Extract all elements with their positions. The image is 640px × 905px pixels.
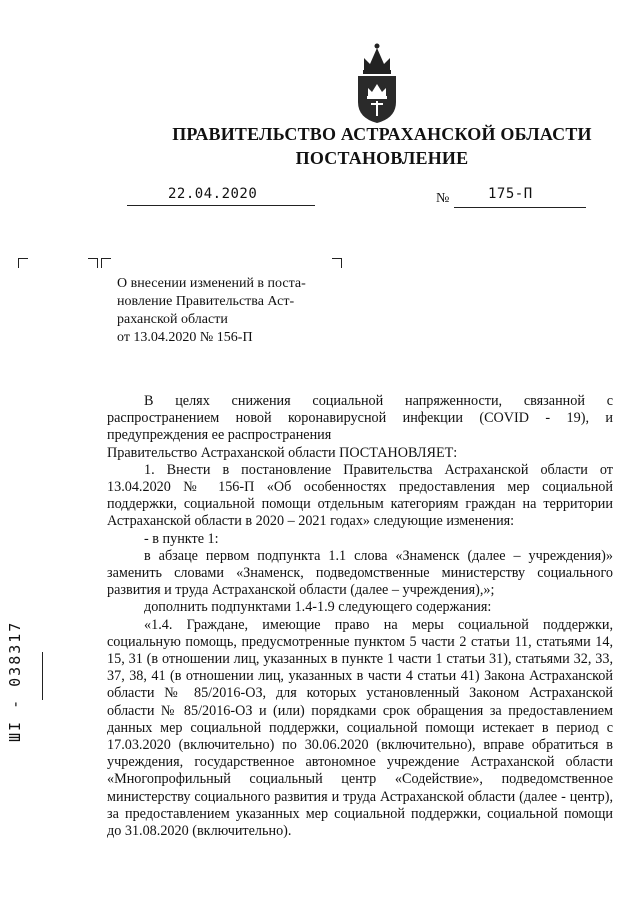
corner-mark-subject-right (332, 258, 342, 268)
subject-line (117, 311, 323, 329)
subject-line: от 13.04.2020 № 156-П (117, 330, 253, 345)
body-paragraph: в абзаце первом подпункта 1.1 слова «Знаменск (далее – учреждения)» заменить словами «Знаменск, подведомственные министерству социального развития и труда Астраханской области (далее – учреждения),»; (107, 547, 613, 599)
coat-of-arms-icon (352, 40, 402, 125)
corner-mark-subject-left-b (101, 258, 111, 268)
organization-title: ПРАВИТЕЛЬСТВО АСТРАХАНСКОЙ ОБЛАСТИ (172, 124, 592, 144)
number-underline (454, 206, 586, 208)
corner-mark-left (18, 258, 28, 268)
body-paragraph: Правительство Астраханской области ПОСТАНОВЛЯЕТ: (107, 444, 458, 461)
body-paragraph: «1.4. Граждане, имеющие право на меры социальной поддержки, социальную помощь, предусмотренные пунктом 5 части 2 статьи 11, статьями 14, 15, 31 (в отношении лиц, указанных в пункте 1 части 1 статьи 31), статьями 32, 33, 37, 38, 41 (в отношении лиц, указанных в части 4 статьи 41) Закона Астраханской области № 85/2016-ОЗ, для которых установленный Законом Астраханской области № 85/2016-ОЗ и (или) порядками срок обращения за предоставлением данных мер социальной поддержки, социальной помощи истекает в период с 17.03.2020 (включительно) по 30.06.2020 (включительно), вправе обратиться в учреждения, государственное автономное учреждение Астраханской области «Многопрофильный социальный центр «Содействие», подведомственное министерству социального развития и труда Астраханской области (далее - центр), за предоставлением указанных мер социальной поддержки, социальной помощи до 31.08.2020 (включительно). (107, 616, 613, 840)
body-paragraph: В целях снижения социальной напряженности, связанной с распространением новой коронавирусной инфекции (COVID - 19), и предупреждения ее распространения (107, 393, 613, 444)
serial-number: ШI - 038317 (6, 620, 24, 742)
corner-mark-subject-left-a (88, 258, 98, 268)
subject-line: О внесении изменений в поста- (117, 276, 306, 291)
subject-line-text: раханской области (117, 312, 228, 327)
document-body (107, 393, 613, 840)
number-sign: № (436, 191, 450, 206)
body-paragraph: 1. Внести в постановление Правительства Астраханской области от 13.04.2020 № 156-П «Об особенностях предоставления мер социальной поддержки, социальной помощи отдельным категориям граждан на территории Астраханской области в 2020 – 2021 годах» следующие изменения: (107, 461, 613, 530)
document-number: 175-П (488, 186, 533, 202)
date-underline (127, 204, 315, 206)
document-subject (117, 275, 323, 347)
body-paragraph: дополнить подпунктами 1.4-1.9 следующего содержания: (144, 599, 492, 616)
subject-line: новление Правительства Аст- (117, 294, 295, 309)
body-paragraph: - в пункте 1: (144, 530, 219, 547)
document-date: 22.04.2020 (168, 186, 258, 202)
document-type-title: ПОСТАНОВЛЕНИЕ (295, 148, 469, 168)
margin-line (42, 652, 43, 700)
